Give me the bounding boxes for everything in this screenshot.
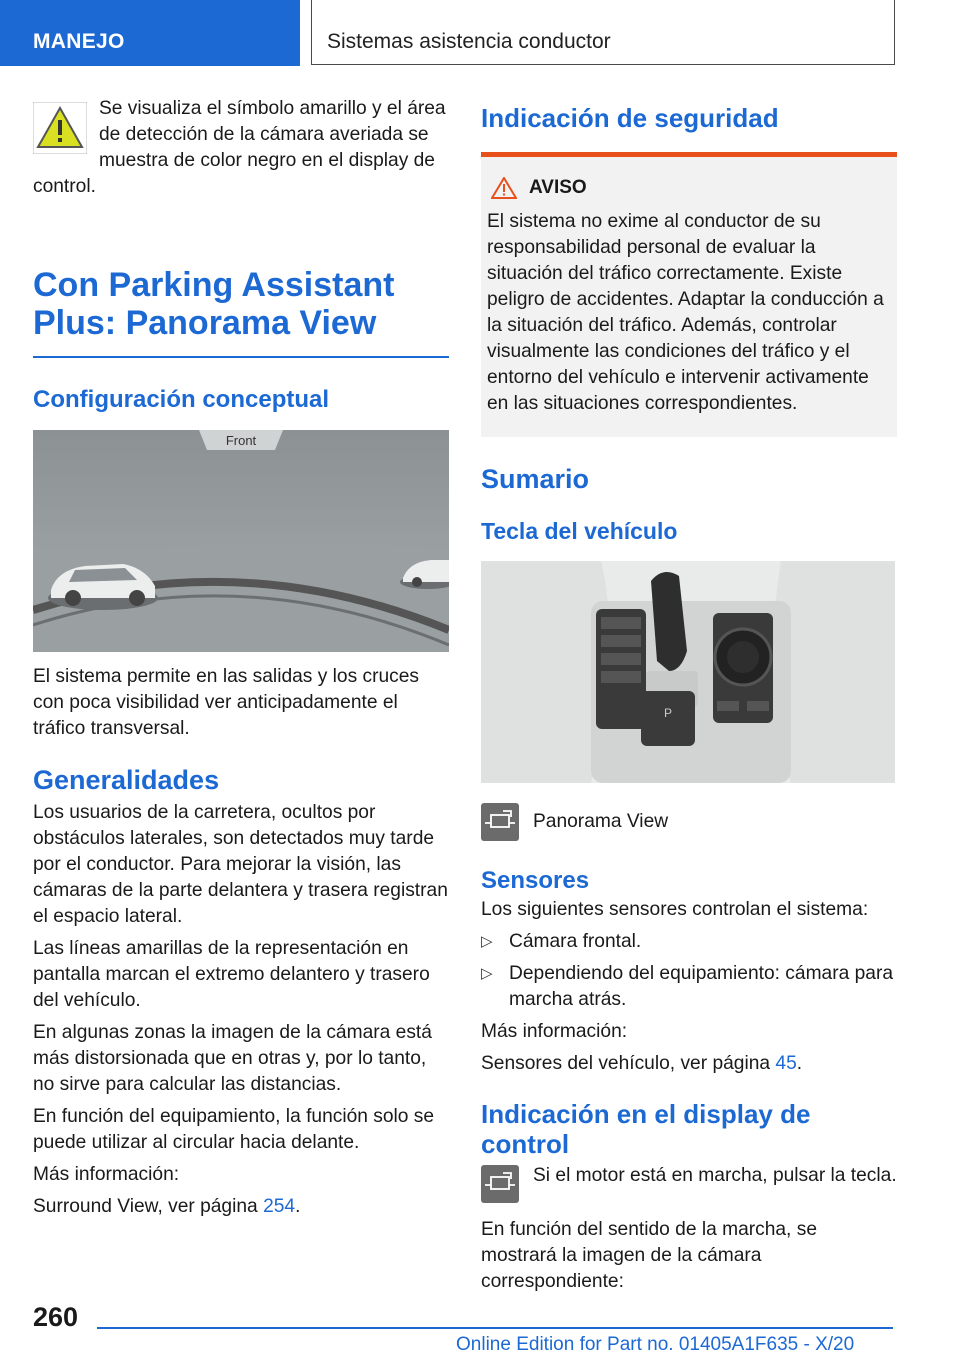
direction-text: En función del sentido de la marcha, se mostrará la imagen de la cámara correspondiente:: [481, 1219, 817, 1292]
heading-rule: [33, 356, 449, 358]
sensors-heading: Sensores: [481, 867, 590, 894]
sensor-item: ▷ Dependiendo del equipamiento: cámara para marcha atrás.: [481, 961, 897, 1013]
footer-rule: [97, 1327, 893, 1329]
svg-text:P: P: [663, 706, 673, 720]
key-heading: Tecla del vehículo: [481, 518, 678, 544]
general-paragraph-1: Los usuarios de la carretera, ocultos por obstáculos laterales, son detectados muy tarde por el conductor. Para mejorar la visión, las cámaras de la parte delantera y trasera registran el espacio lateral.: [33, 801, 448, 927]
page-link-45[interactable]: 45: [775, 1053, 797, 1074]
panorama-heading: Con Parking Assistant Plus: Panorama View: [33, 266, 395, 342]
display-instruction: Si el motor está en marcha, pulsar la tecla.: [533, 1165, 897, 1186]
concept-text: El sistema permite en las salidas y los cruces con poca visibilidad ver anticipadamente el tráfico transversal.: [33, 665, 420, 739]
front-label: Front: [225, 432, 257, 448]
panorama-key-row: [481, 801, 897, 841]
general-heading: Generalidades: [33, 764, 220, 795]
panorama-key-label: Panorama View: [533, 811, 669, 832]
camera-warning-icon: [33, 102, 87, 154]
panorama-view-image: [33, 430, 449, 652]
display-key-row: [481, 1163, 897, 1203]
more-info-label: Más información:: [481, 1021, 628, 1042]
summary-heading: Sumario: [481, 464, 590, 494]
general-paragraph-4: En función del equipamiento, la función solo se puede utilizar al circular hacia delante.: [33, 1105, 435, 1153]
page-number: 260: [33, 1302, 79, 1332]
panorama-view-button-icon[interactable]: [481, 803, 519, 841]
sensors-intro: Los siguientes sensores controlan el sistema:: [481, 899, 869, 920]
reference-line: Sensores del vehículo, ver página 45.: [481, 1053, 803, 1074]
warning-triangle-icon: [491, 177, 517, 199]
general-paragraph-2: Las líneas amarillas de la representación en pantalla marcan el extremo delantero y trasero del vehículo.: [33, 937, 430, 1011]
sensor-item: ▷ Cámara frontal.: [481, 929, 897, 955]
reference-line: Surround View, ver página 254.: [33, 1195, 301, 1217]
display-heading: Indicación en el display de control: [481, 1099, 811, 1159]
general-paragraph-3: En algunas zonas la imagen de la cámara está más distorsionada que en otras y, por lo tanto, no sirve para calcular las distancias.: [33, 1021, 432, 1095]
warning-notice: [481, 152, 897, 437]
notice-text: El sistema no exime al conductor de su responsabilidad personal de evaluar la situación del tráfico correctamente. Existe peligro de accidentes. Adaptar la conducción a la situación del tráfico. Además, controlar visualmente las condiciones del tráfico y el entorno del vehículo e intervenir activamente en las situaciones correspondientes.: [487, 211, 884, 414]
section-label: MANEJO: [33, 30, 125, 53]
right-column: [481, 96, 897, 1301]
left-column: [33, 96, 449, 1226]
footer-edition: Online Edition for Part no. 01405A1F635 - X/20: [456, 1334, 855, 1355]
chapter-label: Sistemas asistencia conductor: [327, 30, 611, 53]
panorama-view-button-icon[interactable]: [481, 1165, 519, 1203]
page-link-254[interactable]: 254: [263, 1195, 296, 1217]
notice-title: AVISO: [491, 177, 889, 199]
warning-text: Se visualiza el símbolo amarillo y el área de detección de la cámara averiada se muestra de color negro en el display de control.: [33, 98, 446, 197]
safety-heading: Indicación de seguridad: [481, 103, 779, 133]
chapter-header: [311, 0, 895, 65]
section-tab[interactable]: [0, 0, 300, 66]
concept-heading: Configuración conceptual: [33, 385, 330, 413]
console-key-image: [481, 561, 895, 783]
more-info-label: Más información:: [33, 1163, 180, 1185]
